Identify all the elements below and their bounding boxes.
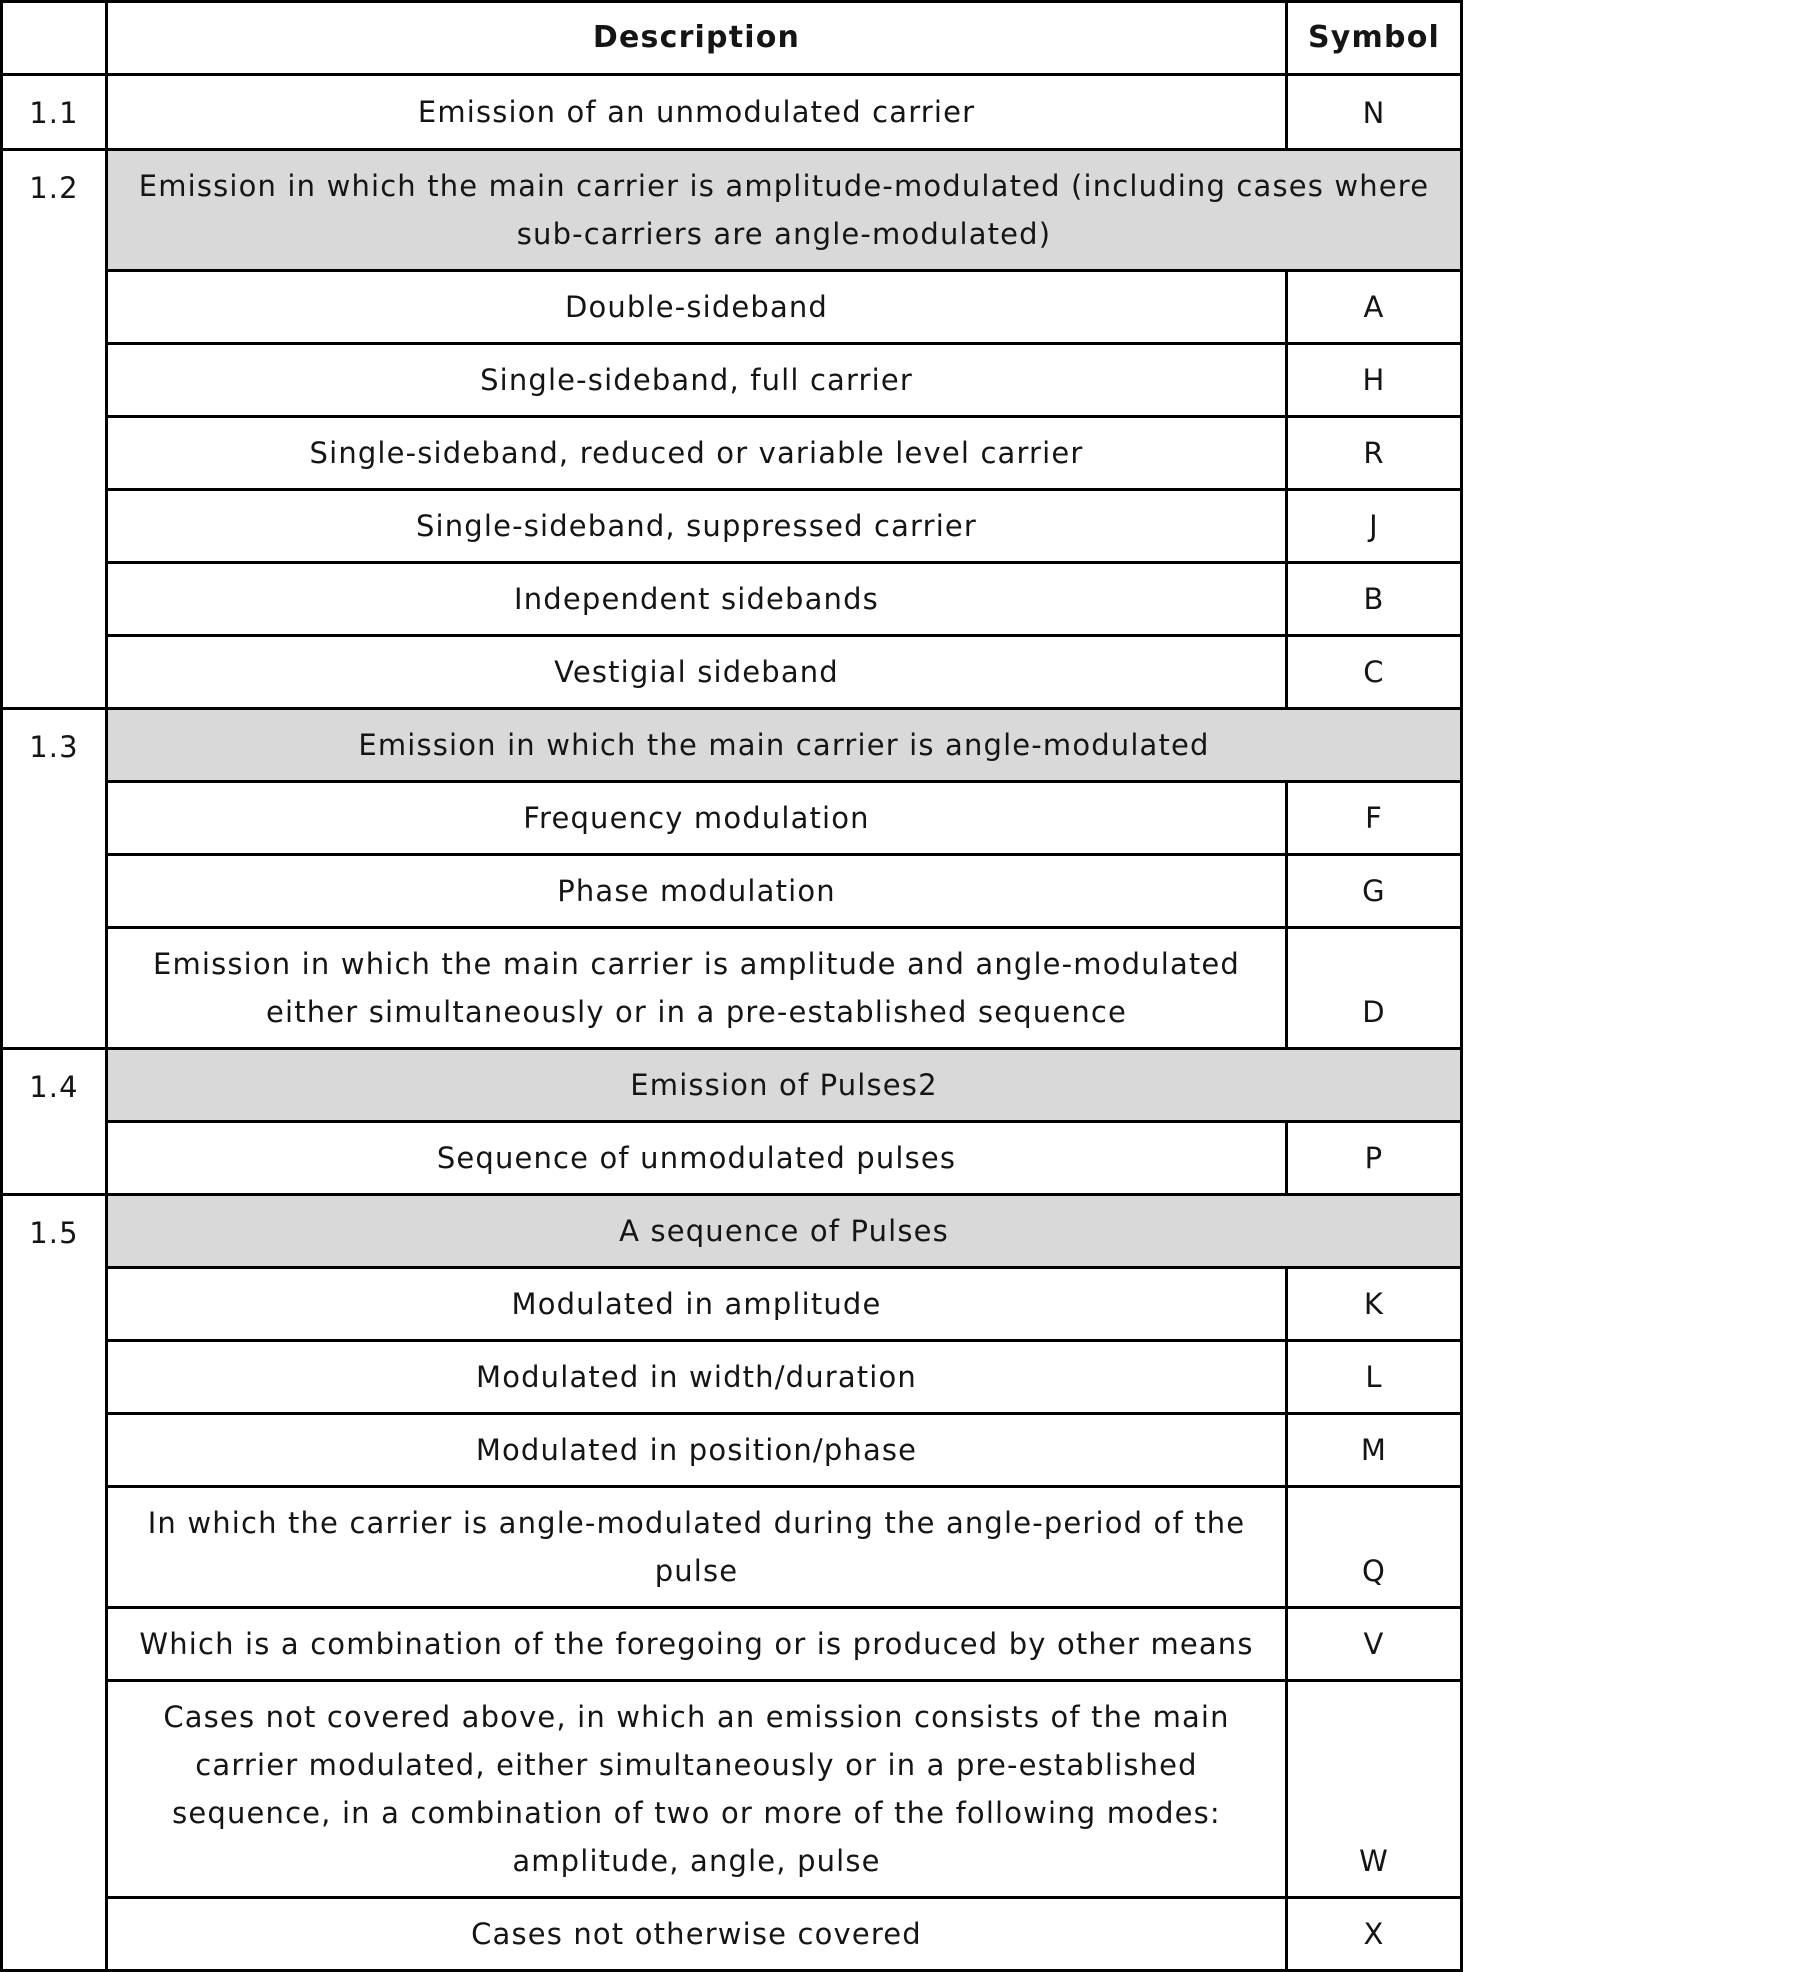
row-description: Single-sideband, full carrier [107,344,1287,417]
symbol-column-header: Symbol [1287,2,1462,75]
row-symbol: G [1287,855,1462,928]
section-number: 1.3 [2,709,107,1049]
table-row [2,271,1462,344]
section-title: Emission in which the main carrier is angle-modulated [107,709,1462,782]
row-description: Emission of an unmodulated carrier [107,75,1287,150]
table-row [2,928,1462,1049]
row-description: Single-sideband, reduced or variable level carrier [107,417,1287,490]
section-header-row [2,709,1462,782]
table-row [2,417,1462,490]
row-symbol: F [1287,782,1462,855]
table-row [2,563,1462,636]
section-title: Emission of Pulses2 [107,1049,1462,1122]
row-symbol: P [1287,1122,1462,1195]
table-row [2,1268,1462,1341]
row-symbol: D [1287,928,1462,1049]
row-description: Which is a combination of the foregoing or is produced by other means [107,1608,1287,1681]
table-row [2,75,1462,150]
table-row [2,344,1462,417]
section-number: 1.5 [2,1195,107,1971]
row-symbol: C [1287,636,1462,709]
row-description: Modulated in position/phase [107,1414,1287,1487]
row-description: Cases not covered above, in which an emission consists of the main carrier modulated, either simultaneously or in a pre-established sequence, in a combination of two or more of the following modes: amplitude, angle, pulse [107,1681,1287,1898]
row-description: In which the carrier is angle-modulated during the angle-period of the pulse [107,1487,1287,1608]
section-number: 1.4 [2,1049,107,1195]
section-number: 1.2 [2,150,107,709]
table-row [2,1608,1462,1681]
row-description: Cases not otherwise covered [107,1898,1287,1971]
row-description: Modulated in amplitude [107,1268,1287,1341]
row-description: Single-sideband, suppressed carrier [107,490,1287,563]
table-row [2,490,1462,563]
row-symbol: H [1287,344,1462,417]
table-row [2,855,1462,928]
table-row [2,1414,1462,1487]
header-row [2,2,1462,75]
section-header-row [2,1049,1462,1122]
table-row [2,1341,1462,1414]
description-column-header: Description [107,2,1287,75]
row-symbol: M [1287,1414,1462,1487]
table-row [2,1681,1462,1898]
row-description: Emission in which the main carrier is amplitude and angle-modulated either simultaneously or in a pre-established sequence [107,928,1287,1049]
table-row [2,782,1462,855]
row-description: Frequency modulation [107,782,1287,855]
row-symbol: K [1287,1268,1462,1341]
row-description: Independent sidebands [107,563,1287,636]
row-symbol: A [1287,271,1462,344]
row-description: Phase modulation [107,855,1287,928]
row-symbol: R [1287,417,1462,490]
row-symbol: V [1287,1608,1462,1681]
row-description: Double-sideband [107,271,1287,344]
row-symbol: N [1287,75,1462,150]
section-header-row [2,150,1462,271]
row-symbol: Q [1287,1487,1462,1608]
table-row [2,1487,1462,1608]
table-row [2,1898,1462,1971]
table-row [2,1122,1462,1195]
row-symbol: W [1287,1681,1462,1898]
section-title: A sequence of Pulses [107,1195,1462,1268]
table-row [2,636,1462,709]
section-number: 1.1 [2,75,107,150]
header-corner-cell [2,2,107,75]
row-symbol: B [1287,563,1462,636]
row-description: Sequence of unmodulated pulses [107,1122,1287,1195]
row-description: Modulated in width/duration [107,1341,1287,1414]
row-symbol: L [1287,1341,1462,1414]
row-symbol: J [1287,490,1462,563]
row-description: Vestigial sideband [107,636,1287,709]
row-symbol: X [1287,1898,1462,1971]
section-title: Emission in which the main carrier is amplitude-modulated (including cases where sub-carriers are angle-modulated) [107,150,1462,271]
section-header-row [2,1195,1462,1268]
